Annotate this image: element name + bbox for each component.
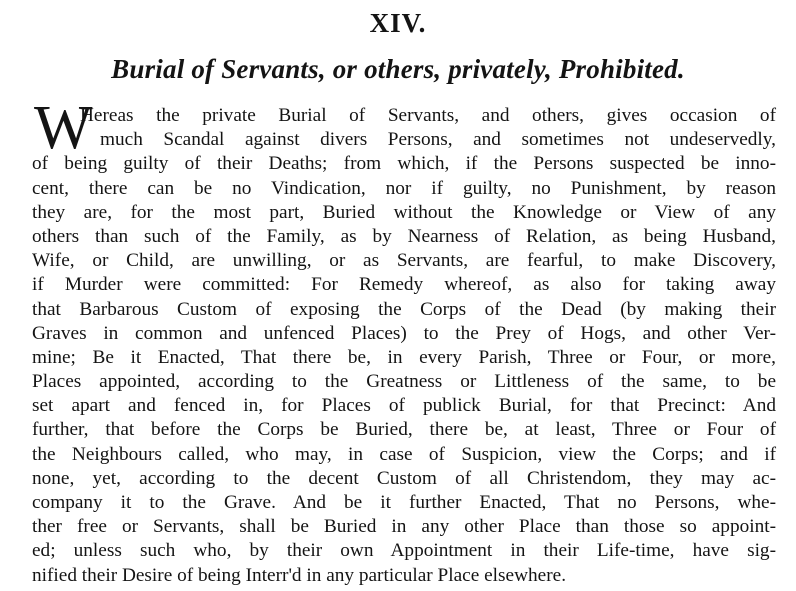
- drop-cap: W: [34, 94, 93, 162]
- text-line: Hereas the private Burial of Servants, and others, gives occasion of: [80, 105, 776, 126]
- text-line: the Neighbours called, who may, in case of Suspicion, view the Corps; and if: [32, 443, 776, 465]
- text-line: they are, for the most part, Buried without the Knowledge or View of any: [32, 201, 776, 223]
- text-line: Graves in common and unfenced Places) to the Prey of Hogs, and other Ver-: [32, 322, 776, 344]
- text-line: company it to the Grave. And be it further Enacted, That no Persons, whe-: [32, 492, 776, 513]
- statute-text: [32, 94, 776, 588]
- text-line: others than such of the Family, as by Nearness of Relation, as being Husband,: [32, 225, 776, 247]
- text-line: Wife, or Child, are unwilling, or as Servants, are fearful, to make Discovery,: [32, 250, 776, 272]
- text-line: set apart and fenced in, for Places of publick Burial, for that Precinct: And: [32, 395, 776, 417]
- text-line: ther free or Servants, shall be Buried in any other Place than those so appoint-: [32, 516, 776, 538]
- text-line: much Scandal against divers Persons, and sometimes not undeservedly,: [100, 129, 776, 151]
- text-line: cent, there can be no Vindication, nor if guilty, no Punishment, by reason: [32, 177, 776, 199]
- text-line: if Murder were committed: For Remedy whereof, as also for taking away: [32, 274, 776, 296]
- text-line: mine; Be it Enacted, That there be, in every Parish, Three or Four, or more,: [32, 346, 776, 368]
- text-line: of being guilty of their Deaths; from which, if the Persons suspected be inno-: [32, 153, 776, 175]
- text-line: Places appointed, according to the Greatness or Littleness of the same, to be: [32, 371, 776, 393]
- text-line: that Barbarous Custom of exposing the Corps of the Dead (by making their: [32, 298, 776, 320]
- section-title: Burial of Servants, or others, privately, Prohibited.: [111, 54, 685, 84]
- text-line: none, yet, according to the decent Custom of all Christendom, they may ac-: [32, 467, 776, 489]
- section-number: XIV.: [369, 8, 427, 38]
- text-line: ed; unless such who, by their own Appointment in their Life-time, have sig-: [32, 540, 776, 562]
- text-line: further, that before the Corps be Buried, there be, at least, Three or Four of: [32, 419, 776, 441]
- text-line: nified their Desire of being Interr'd in any particular Place elsewhere.: [32, 564, 567, 586]
